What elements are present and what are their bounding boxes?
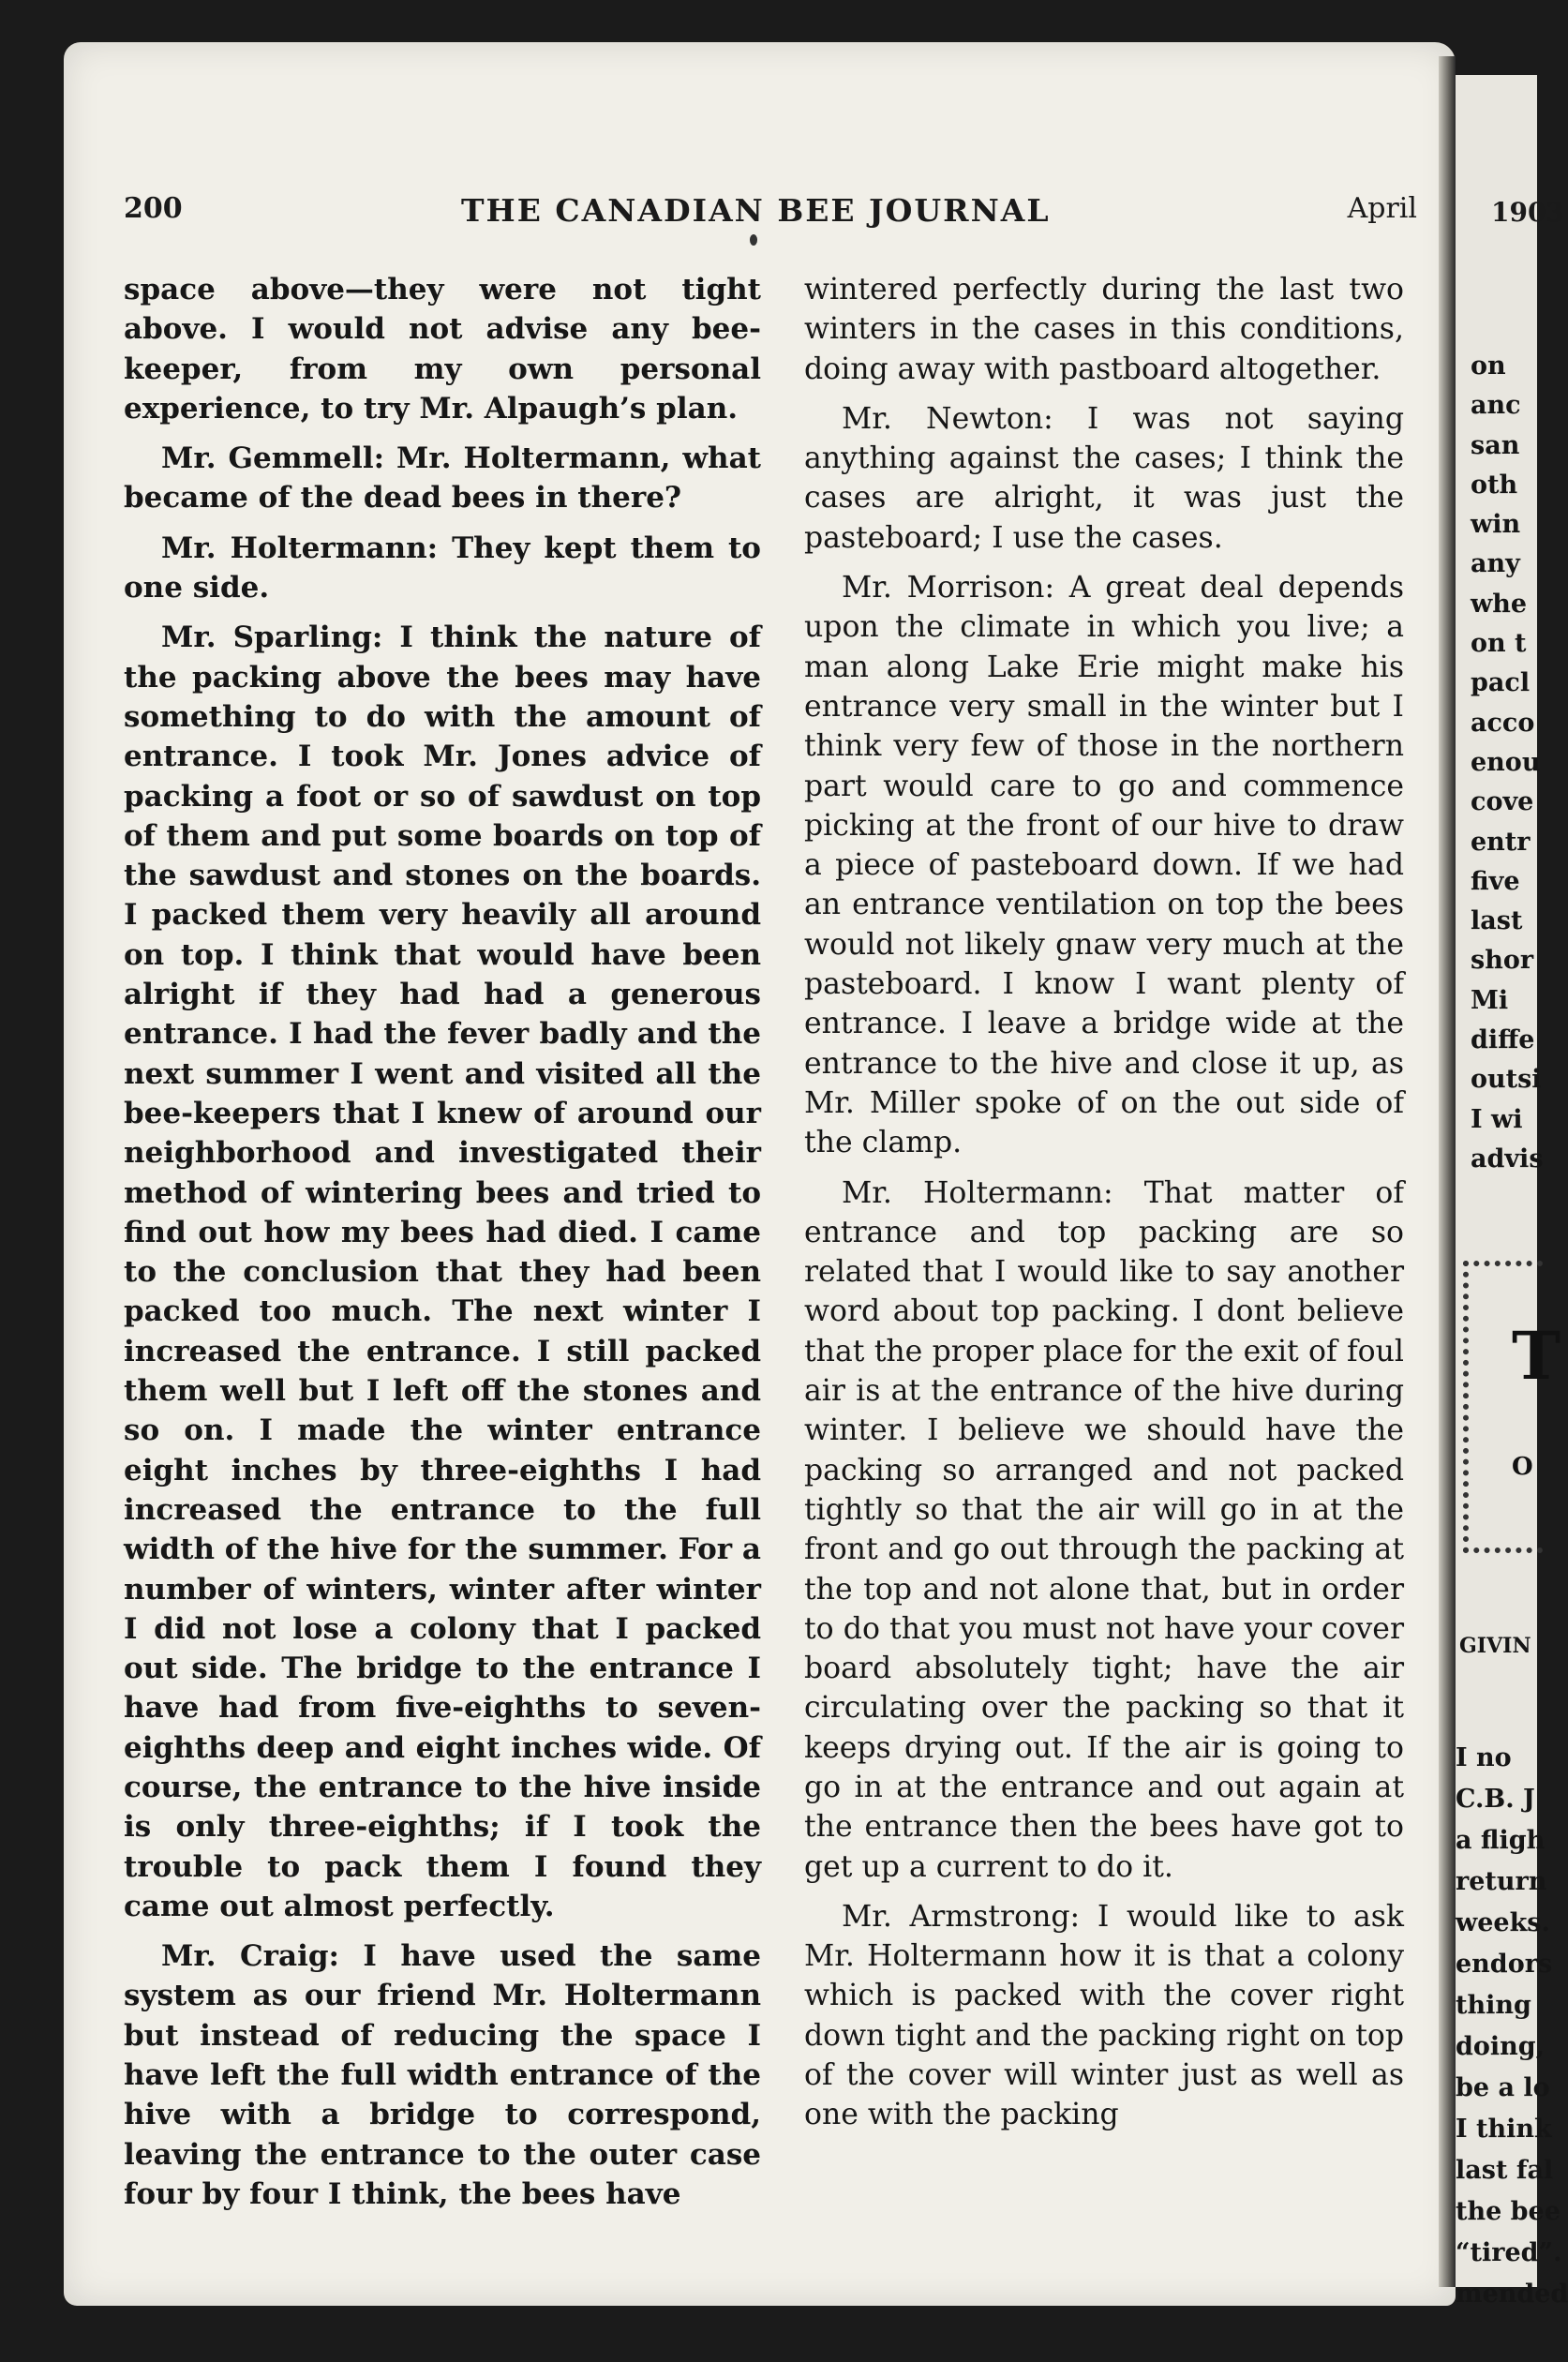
running-header <box>124 192 1426 230</box>
issue-month: April <box>1347 192 1417 225</box>
journal-title: THE CANADIAN BEE JOURNAL <box>461 192 1051 229</box>
text-fragment: return <box>1456 1867 1547 1896</box>
paragraph: Mr. Craig: I have used the same system as our friend Mr. Holtermann but instead of reducing the space I have left the full width entrance of the hive with a bridge to correspond, leaving the entrance to the outer case four by four I think, the bees have <box>124 1939 761 2211</box>
text-fragment: C.B. J <box>1456 1785 1535 1814</box>
text-fragment: the bee <box>1456 2197 1561 2226</box>
text-fragment: I wi <box>1471 1104 1523 1134</box>
text-fragment: I no <box>1456 1743 1512 1772</box>
ink-speck <box>750 234 757 246</box>
text-fragment: thing <box>1456 1991 1531 2020</box>
text-fragment: I think <box>1456 2115 1552 2144</box>
text-fragment: entr <box>1471 827 1531 857</box>
text-fragment: endors <box>1456 1950 1553 1979</box>
adjacent-text-bottom <box>1456 1739 1568 2316</box>
text-fragment: outsi <box>1471 1065 1542 1095</box>
text-fragment: on t <box>1471 629 1527 659</box>
text-fragment: win <box>1471 510 1521 540</box>
adjacent-page-edge <box>1456 75 1568 2309</box>
adjacent-text-top <box>1471 347 1544 1179</box>
text-fragment: last <box>1471 906 1523 936</box>
text-fragment: shor <box>1471 946 1534 976</box>
text-fragment: diffe <box>1471 1025 1535 1055</box>
text-fragment: advis <box>1471 1144 1544 1174</box>
text-fragment: cove <box>1471 787 1534 817</box>
paragraph: Mr. Armstrong: I would like to ask Mr. Holtermann how it is that a colony which is packed with the cover right down tight and the packing right on top of the cover will winter just as well as one with the packing <box>804 1899 1404 2132</box>
text-fragment: weeks. <box>1456 1908 1550 1937</box>
text-fragment: on <box>1471 351 1506 381</box>
book-spine <box>1439 56 1456 2287</box>
paragraph: space above—they were not tight above. I would not advise any bee-keeper, from my own personal experience, to try Mr. Alpaugh’s plan. <box>124 273 761 426</box>
ornament-letter: T <box>1512 1317 1561 1395</box>
right-column <box>804 270 1404 2145</box>
adjacent-page-year: 1903 <box>1491 197 1564 228</box>
text-fragment: pacl <box>1471 668 1531 698</box>
paragraph: wintered perfectly during the last two winters in the cases in this conditions, doing away with pastboard altogether. <box>804 273 1404 386</box>
text-fragment: Mi <box>1471 985 1509 1015</box>
text-fragment: a fligh <box>1456 1826 1546 1855</box>
text-fragment: enou <box>1471 747 1541 777</box>
text-fragment: acco <box>1471 708 1535 738</box>
paragraph: Mr. Sparling: I think the nature of the packing above the bees may have something to do with the amount of entrance. I took Mr. Jones advice of packing a foot or so of sawdust on top of them and put some boards on top of the sawdust and stones on the boards. I packed them very heavily all around on top. I think that would have been alright if they had had a generous entrance. I had the fever badly and the next summer I went and visited all the bee-keepers that I knew of around our neighborhood and investigated their method of wintering bees and tried to find out how my bees had died. I came to the conclusion that they had been packed too much. The next winter I increased the entrance. I still packed them well but I left off the stones and so on. I made the winter entrance eight inches by three-eighths I had increased the entrance to the full width of the hive for the summer. For a number of winters, winter after winter I did not lose a colony that I packed out side. The bridge to the entrance I have had from five-eighths to seven-eighths deep and eight inches wide. Of course, the entrance to the hive inside is only three-eighths; if I took the trouble to pack them I found they came out almost perfectly. <box>124 620 761 1923</box>
decorative-border <box>1463 1261 1543 1553</box>
paragraph: Mr. Morrison: A great deal depends upon the climate in which you live; a man along Lake Erie might make his entrance very small in the winter but I think very few of those in the northern part would care to go and commence picking at the front of our hive to draw a piece of pasteboard down. If we had an entrance ventilation on top the bees would not likely gnaw very much at the pasteboard. I know I want plenty of entrance. I leave a bridge wide at the entrance to the hive and close it up, as Mr. Miller spoke of on the out side of the clamp. <box>804 571 1404 1160</box>
text-fragment: whe <box>1471 589 1528 619</box>
ornament-letter: O <box>1512 1453 1533 1481</box>
text-fragment: san <box>1471 430 1520 460</box>
paragraph: Mr. Holtermann: They kept them to one side. <box>124 531 761 605</box>
text-fragment: five <box>1471 866 1520 896</box>
text-fragment: doing, <box>1456 2032 1546 2061</box>
text-fragment: last fal <box>1456 2156 1554 2185</box>
text-fragment: “tired”. <box>1456 2238 1562 2267</box>
text-fragment: any <box>1471 549 1520 579</box>
paragraph: Mr. Gemmell: Mr. Holtermann, what became of the dead bees in there? <box>124 441 761 516</box>
text-fragment: be a lo <box>1456 2073 1550 2102</box>
adjacent-subheading: GIVIN <box>1459 1634 1531 1658</box>
paragraph: Mr. Holtermann: That matter of entrance and top packing are so related that I would like to say another word about top packing. I dont believe that the proper place for the exit of foul air is at the entrance of the hive during winter. I believe we should have the packing so arranged and not packed tightly so that the air will go in at the front and go out through the packing at the top and not alone that, but in order to do that you must not have your cover board absolutely tight; have the air circulating over the packing so that it keeps drying out. If the air is going to go in at the entrance and out again at the entrance then the bees have got to get up a current to do it. <box>804 1175 1404 1884</box>
left-column <box>124 270 761 2224</box>
paragraph: Mr. Newton: I was not saying anything against the cases; I think the cases are alright, it was just the pasteboard; I use the cases. <box>804 401 1404 555</box>
text-fragment: oth <box>1471 470 1518 500</box>
text-fragment: mended <box>1456 2280 1568 2309</box>
page-number: 200 <box>124 192 183 225</box>
text-fragment: anc <box>1471 391 1521 421</box>
